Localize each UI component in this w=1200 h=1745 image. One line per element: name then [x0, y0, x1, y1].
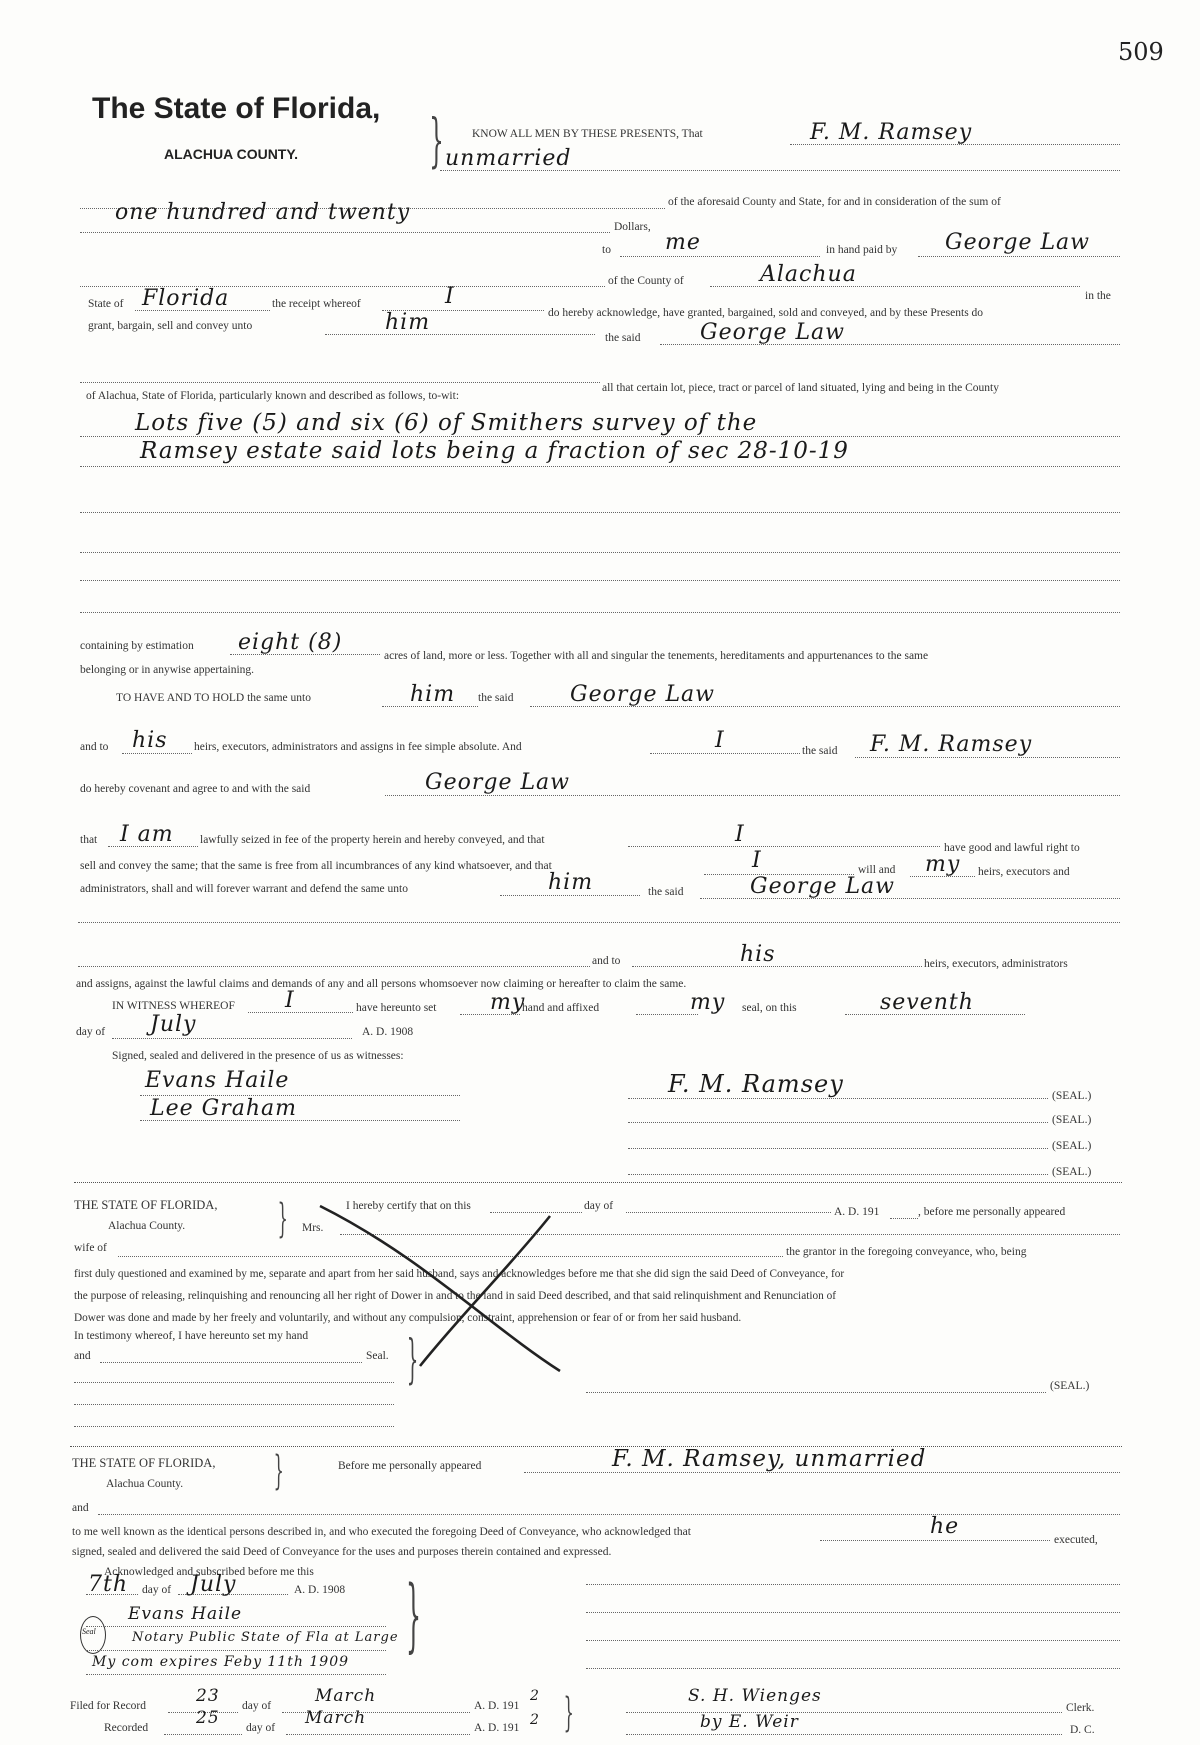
blank-line — [80, 382, 600, 383]
have-said-hw: George Law — [570, 682, 716, 707]
executed-text: executed, — [1054, 1534, 1098, 1546]
assigns-text: and assigns, against the lawful claims and demands of any and all persons whomsoever now claiming or hereafter to claim the same. — [76, 978, 687, 990]
lawfully-line — [628, 846, 940, 847]
admins-text: administrators, shall and will forever warrant and defend the same unto — [80, 883, 408, 895]
sum-line — [80, 232, 610, 233]
have-hw: him — [410, 682, 456, 707]
rec-day-of: day of — [246, 1722, 276, 1734]
grantor-in-text: the grantor in the foregoing conveyance, who, being — [786, 1246, 1027, 1258]
rec-year: 2 — [530, 1712, 540, 1728]
ack-month-hw: July — [190, 1572, 237, 1597]
dower-line3: Dower was done and made by her freely and voluntarily, and without any compulsion, constraint, apprehension or fear of or from her said husband. — [74, 1312, 742, 1324]
blank-line — [586, 1584, 1120, 1585]
notary-title: Notary Public State of Fla at Large — [132, 1630, 399, 1645]
blank-line — [78, 922, 1120, 923]
rec-month-line — [286, 1734, 470, 1735]
dc-signature: by E. Weir — [700, 1712, 799, 1732]
lawfully-text: lawfully seized in fee of the property herein and hereby conveyed, and that — [200, 834, 545, 846]
grantor-name: F. M. Ramsey — [810, 120, 973, 145]
ack-brace: } — [273, 1448, 284, 1494]
and-said-hw: F. M. Ramsey — [870, 732, 1033, 757]
ad-text: A. D. 1908 — [362, 1026, 414, 1038]
filed-day: 23 — [196, 1686, 220, 1706]
dower-year-line — [890, 1218, 918, 1219]
to-line — [620, 256, 820, 257]
that-hw: I am — [120, 822, 174, 847]
dc-line — [626, 1734, 1062, 1735]
ack-line2: signed, sealed and delivered the said Deed of Conveyance for the uses and purposes therein contained and expressed. — [72, 1546, 612, 1558]
filing-brace: } — [563, 1690, 574, 1736]
grantor-signature: F. M. Ramsey — [668, 1070, 844, 1098]
rec-day: 25 — [196, 1708, 220, 1728]
dower-seal-line — [586, 1392, 1046, 1393]
witness2-name: Lee Graham — [150, 1096, 297, 1121]
heirs-text: heirs, executors, administrators and assigns in fee simple absolute. And — [194, 741, 522, 753]
ack-text: do hereby acknowledge, have granted, bargained, sold and conveyed, and by these Presents do — [548, 307, 984, 319]
grantee-name: George Law — [945, 230, 1091, 255]
ack-day-hw: 7th — [88, 1572, 129, 1597]
grant-text: grant, bargain, sell and convey unto — [88, 320, 253, 332]
dower-line1: first duly questioned and examined by me, separate and apart from her said husband, says and acknowledges before me that she did sign the said Deed of Conveyance, for — [74, 1268, 845, 1280]
dower-seal-label: (SEAL.) — [1050, 1380, 1090, 1392]
the-said-text-4: the said — [648, 886, 684, 898]
have-set-text: have hereunto set — [356, 1002, 437, 1014]
acres-hw: eight (8) — [238, 630, 343, 655]
seal-label: (SEAL.) — [1052, 1166, 1092, 1178]
desc-line — [80, 436, 1120, 437]
ack-county: Alachua County. — [106, 1478, 184, 1490]
state-title: The State of Florida, — [92, 92, 381, 125]
aff-line — [636, 1014, 698, 1015]
aff-hw: my — [690, 990, 726, 1015]
ack-and-text: and — [72, 1502, 89, 1514]
signature-line — [628, 1148, 1048, 1149]
in-the-text: in the — [1085, 290, 1111, 302]
hand-paid-text: in hand paid by — [826, 244, 898, 256]
heirs-text-2: heirs, executors, administrators — [924, 958, 1068, 970]
subscribed-text: Acknowledged and subscribed before me this — [104, 1566, 314, 1578]
ack-and-line — [98, 1514, 1120, 1515]
blank-line — [74, 1404, 394, 1405]
blank-line — [74, 1426, 394, 1427]
admins-line — [500, 895, 640, 896]
day-of-text: day of — [76, 1026, 106, 1038]
desc-line — [80, 580, 1120, 581]
notary-seal — [80, 1616, 106, 1654]
the-said-text-3: the said — [802, 745, 838, 757]
seal-label: (SEAL.) — [1052, 1114, 1092, 1126]
state-of-text: State of — [88, 298, 124, 310]
notary-line — [86, 1674, 386, 1675]
county-title: ALACHUA COUNTY. — [164, 146, 299, 162]
month-hw: July — [150, 1012, 197, 1037]
aforesaid-text: of the aforesaid County and State, for and in consideration of the sum of — [668, 196, 1001, 208]
marital-status: unmarried — [445, 146, 572, 171]
signature-line — [628, 1122, 1048, 1123]
notary-name: Evans Haile — [128, 1604, 243, 1624]
appeared-hw: F. M. Ramsey, unmarried — [612, 1446, 927, 1472]
strike-mark — [300, 1186, 600, 1386]
seal-word: Seal. — [366, 1350, 389, 1362]
rec-day-line — [164, 1734, 242, 1735]
ack-ad: A. D. 1908 — [294, 1584, 346, 1596]
certify-month-line — [626, 1212, 831, 1213]
admins-hw: him — [548, 870, 594, 895]
ack-state: THE STATE OF FLORIDA, — [72, 1456, 216, 1470]
dc-label: D. C. — [1070, 1724, 1095, 1736]
month-line — [112, 1038, 352, 1039]
filed-year: 2 — [530, 1688, 540, 1704]
admins-said-hw: George Law — [750, 874, 896, 899]
all-that-text: all that certain lot, piece, tract or parcel of land situated, lying and being in the County — [602, 382, 999, 394]
hand-affixed-text: hand and affixed — [522, 1002, 600, 1014]
signature-line — [628, 1174, 1048, 1175]
dower-line2: the purpose of releasing, relinquishing and renouncing all her right of Dower in and to the land in said Deed described, and that said relinquishment and Renunciation of — [74, 1290, 837, 1302]
covenant-hw: George Law — [425, 770, 571, 795]
sell-text: sell and convey the same; that the same is free from all incumbrances of any kind whatsoever, and that — [80, 860, 552, 872]
receipt-who: I — [445, 284, 455, 309]
blank-line — [586, 1640, 1120, 1641]
the-said-text-2: the said — [478, 692, 514, 704]
sell-hw: I — [752, 848, 762, 873]
to-whom: me — [665, 230, 701, 255]
seal-label: (SEAL.) — [1052, 1140, 1092, 1152]
of-county-text: of the County of — [608, 275, 684, 287]
dower-ad: A. D. 191 — [834, 1206, 880, 1218]
state-hw: Florida — [142, 286, 230, 311]
and-to2-line — [632, 966, 922, 967]
containing-text: containing by estimation — [80, 640, 194, 652]
desc-line — [80, 466, 1120, 467]
mrs-text: Mrs. — [302, 1222, 324, 1234]
belonging-text: belonging or in anywise appertaining. — [80, 664, 255, 676]
know-all-text: KNOW ALL MEN BY THESE PRESENTS, That — [472, 128, 703, 140]
and-to-text: and to — [80, 741, 109, 753]
dower-state: THE STATE OF FLORIDA, — [74, 1198, 218, 1212]
will-and-text: will and — [858, 864, 896, 876]
will-hw: my — [925, 852, 961, 877]
recorded-text: Recorded — [104, 1722, 149, 1734]
filed-month: March — [315, 1686, 377, 1706]
section-separator — [74, 1182, 1122, 1183]
ack-day-of: day of — [142, 1584, 172, 1596]
to-have-text: TO HAVE AND TO HOLD the same unto — [116, 692, 311, 704]
notary-brace: } — [405, 1568, 422, 1661]
appeared-line — [524, 1472, 1120, 1473]
filed-ad: A. D. 191 — [474, 1700, 520, 1712]
dower-before: , before me personally appeared — [918, 1206, 1066, 1218]
testimony-brace: } — [406, 1330, 419, 1390]
witness-whereof-text: IN WITNESS WHEREOF — [112, 1000, 235, 1012]
and-said-line — [855, 757, 1120, 758]
and-to-text-2: and to — [592, 955, 621, 967]
heirs-hw: his — [132, 728, 168, 753]
clerk-line — [626, 1712, 1062, 1713]
said-hw: George Law — [700, 320, 846, 345]
wife-of-text: wife of — [74, 1242, 107, 1254]
blank-line — [586, 1668, 1120, 1669]
clerk-label: Clerk. — [1066, 1702, 1095, 1714]
sum-words: one hundred and twenty — [115, 200, 411, 225]
unto-hw: him — [385, 310, 431, 335]
heirs-line — [122, 753, 192, 754]
notary-line — [86, 1650, 386, 1651]
desc-line — [80, 612, 1120, 613]
rec-ad: A. D. 191 — [474, 1722, 520, 1734]
desc-line — [80, 552, 1120, 553]
day-hw: seventh — [880, 990, 974, 1015]
ack-hw: he — [930, 1514, 960, 1539]
witness1-name: Evans Haile — [145, 1068, 290, 1093]
signed-text: Signed, sealed and delivered in the presence of us as witnesses: — [112, 1050, 404, 1062]
witness-hw: I — [285, 988, 295, 1013]
have-good-text: have good and lawful right to — [944, 842, 1080, 854]
lawfully-hw: I — [735, 822, 745, 847]
dower-county: Alachua County. — [108, 1220, 186, 1232]
and-line — [650, 753, 800, 754]
unto-line — [325, 334, 595, 335]
witness-line — [248, 1012, 353, 1013]
heirs-exec-text: heirs, executors and — [978, 866, 1070, 878]
that-text: that — [80, 834, 98, 846]
dollars-text: Dollars, — [614, 221, 651, 233]
the-said-text: the said — [605, 332, 641, 344]
testimony-text: In testimony whereof, I have hereunto set my hand — [74, 1330, 309, 1342]
blank-line — [586, 1612, 1120, 1613]
set-hw: my — [490, 990, 526, 1015]
clerk-signature: S. H. Wienges — [688, 1686, 822, 1706]
notary-commission: My com expires Feby 11th 1909 — [92, 1654, 350, 1670]
receipt-text: the receipt whereof — [272, 298, 361, 310]
acres-text: acres of land, more or less. Together with all and singular the tenements, hereditaments and appurtenances to the same — [384, 650, 929, 662]
covenant-text: do hereby covenant and agree to and with the said — [80, 783, 311, 795]
dower-brace: } — [277, 1196, 288, 1242]
covenant-line — [385, 795, 1120, 796]
ack-before-text: Before me personally appeared — [338, 1460, 482, 1472]
desc-line2: Ramsey estate said lots being a fraction of sec 28-10-19 — [140, 438, 849, 464]
ack-line1: to me well known as the identical persons described in, and who executed the foregoing Deed of Conveyance, who acknowledged that — [72, 1526, 691, 1538]
desc-line — [80, 512, 1120, 513]
seal-label: (SEAL.) — [1052, 1090, 1092, 1102]
dower-day-of: day of — [584, 1200, 614, 1212]
certify-text: I hereby certify that on this — [346, 1200, 471, 1212]
notary-line — [86, 1626, 386, 1627]
of-alachua-text: of Alachua, State of Florida, particularly known and described as follows, to-wit: — [86, 390, 460, 402]
desc-line1: Lots five (5) and six (6) of Smithers survey of the — [135, 410, 758, 436]
page-number: 509 — [1118, 38, 1164, 66]
blank-line — [78, 966, 590, 967]
to-text: to — [602, 244, 611, 256]
notary-seal-text: Seal — [82, 1627, 96, 1636]
filed-text: Filed for Record — [70, 1700, 147, 1712]
and-text: and — [74, 1350, 91, 1362]
header-brace: } — [429, 106, 444, 174]
filed-day-of: day of — [242, 1700, 272, 1712]
and-hw: I — [715, 728, 725, 753]
signature-line — [628, 1098, 1048, 1099]
section-separator — [70, 1446, 1122, 1447]
and-to2-hw: his — [740, 942, 776, 967]
county-hw: Alachua — [760, 262, 857, 287]
rec-month: March — [305, 1708, 367, 1728]
grantee-line — [918, 256, 1120, 257]
seal-on-text: seal, on this — [742, 1002, 797, 1014]
ack-who-line — [820, 1540, 1050, 1541]
